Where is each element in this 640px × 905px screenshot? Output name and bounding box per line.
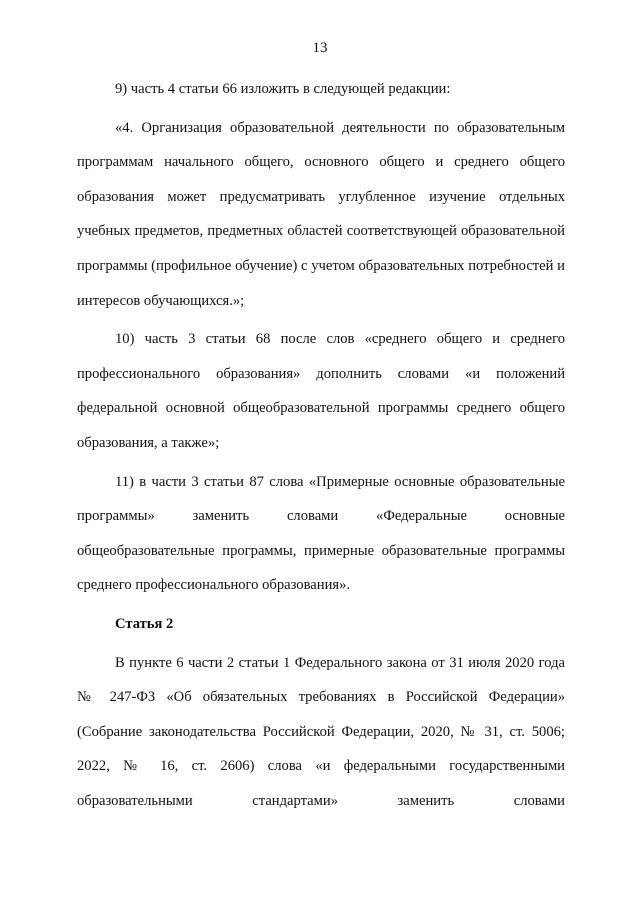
article-2-heading: Статья 2 bbox=[115, 615, 174, 632]
paragraph-item-9: 9) часть 4 статьи 66 изложить в следующей редакции: bbox=[115, 81, 451, 97]
document-body bbox=[77, 72, 565, 822]
paragraph-item-11: 11) в части 3 статьи 87 слова «Примерные основные образовательные программы» заменить словами «Федеральные основные общеобразовательные программы, примерные образовательные программы среднего профессионального образования». bbox=[77, 473, 565, 594]
paragraph-article-2-text: В пункте 6 части 2 статьи 1 Федерального закона от 31 июля 2020 года № 247-ФЗ «Об обязательных требованиях в Российской Федерации» (Собрание законодательства Российской Федерации, 2020, № 31, ст. 5006; 2022, № 16, ст. 2606) слова «и федеральными государственными образовательными стандартами» заменить словами bbox=[77, 654, 565, 809]
page-number: 13 bbox=[312, 40, 328, 56]
paragraph-item-10: 10) часть 3 статьи 68 после слов «среднего общего и среднего профессионального образования» дополнить словами «и положений федеральной основной общеобразовательной программы среднего общего образования, а также»; bbox=[77, 331, 565, 451]
paragraph-part-4-text: «4. Организация образовательной деятельности по образовательным программам начального общего, основного общего и среднего общего образования может предусматривать углубленное изучение отдельных учебных предметов, предметных областей соответствующей образовательной программы (профильное обучение) с учетом образовательных потребностей и интересов обучающихся.»; bbox=[77, 119, 565, 309]
